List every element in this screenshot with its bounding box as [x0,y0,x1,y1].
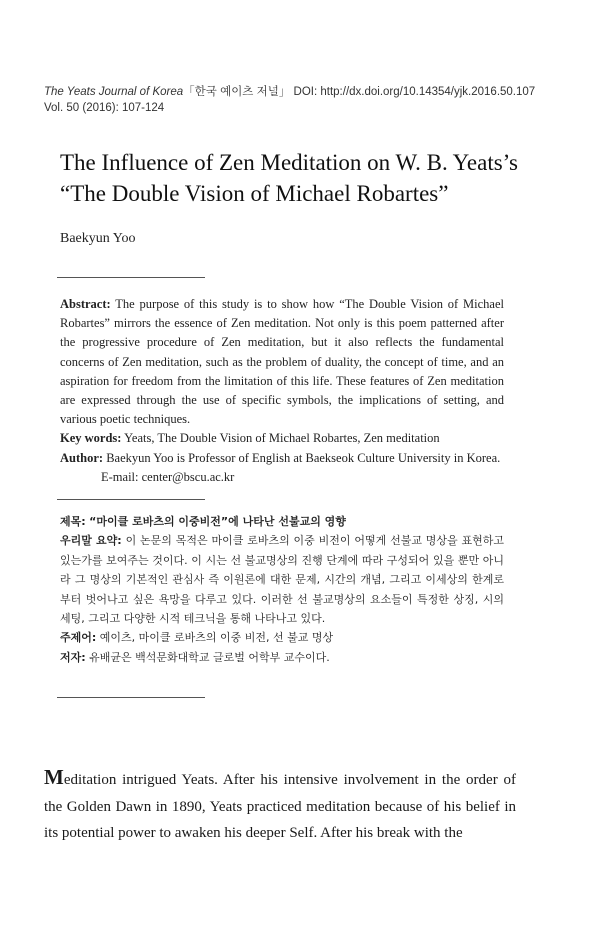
abstract-label: Abstract: [60,297,111,311]
volume-info: Vol. 50 (2016): 107-124 [44,102,165,114]
divider-middle [57,499,205,500]
article-title [60,147,560,209]
korean-abstract-label: 우리말 요약: [60,534,122,548]
keywords-text: Yeats, The Double Vision of Michael Robartes, Zen meditation [124,431,440,446]
journal-name: The Yeats Journal of Korea [44,86,184,98]
korean-title-label: 제목: [60,515,86,528]
abstract-paragraph [60,295,504,429]
author-info-line [60,449,504,468]
korean-author-line [60,648,504,667]
journal-korean-name: 「한국 예이츠 저널」 [183,86,291,98]
korean-abstract-section [60,512,504,667]
korean-title: “마이클 로바츠의 이중비전”에 나타난 선불교의 영향 [89,515,346,528]
abstract-section [60,295,504,487]
divider-bottom [57,697,205,698]
drop-cap: M [44,765,64,789]
title-line-1: The Influence of Zen Meditation on W. B. Yeats’s [60,150,519,175]
korean-title-line [60,512,504,531]
author-info-label: Author: [60,450,104,465]
korean-abstract-text: 이 논문의 목적은 마이클 로바츠의 이중 비전이 어떻게 선불교 명상을 표현하고 있는가를 보여주는 것이다. 이 시는 선 불교명상의 진행 단계에 따라 구성되어 있을 뿐만 아니라 그 명상의 기본적인 관심사 즉 이원론에 대한 문제, 시간의 개념, 그리고 이세상의 한계로부터 벗어나고 싶은 욕망을 다루고 있다. 이러한 선 불교명상의 요소들이 특정한 상징, 시의 세팅, 그리고 다양한 시적 테크닉을 통해 나타나고 있다. [60,534,505,626]
korean-keywords-label: 주제어: [60,631,97,645]
korean-author-text: 유배균은 백석문화대학교 글로벌 어학부 교수이다. [89,650,330,664]
author-info-text: Baekyun Yoo is Professor of English at Baekseok Culture University in Korea. [106,450,501,465]
body-paragraph-text: editation intrigued Yeats. After his intensive involvement in the order of the Golden Dawn in 1890, Yeats practiced meditation because of his belief in its potential power to awaken his deeper Self. After his break with the [44,772,516,841]
journal-citation-line [44,84,535,100]
korean-keywords-text: 예이츠, 마이클 로바츠의 이중 비전, 선 불교 명상 [99,631,334,645]
korean-keywords-line [60,628,504,647]
doi: DOI: http://dx.doi.org/10.14354/yjk.2016.50.107 [293,86,536,98]
keywords-line [60,429,504,448]
author-name: Baekyun Yoo [60,231,136,246]
journal-header [44,84,535,116]
divider-top [57,277,205,278]
body-paragraph [44,764,516,847]
body-text [44,764,516,847]
keywords-label: Key words: [60,431,122,446]
author-email: E-mail: center@bscu.ac.kr [101,469,235,484]
korean-abstract-paragraph [60,531,504,628]
korean-author-label: 저자: [60,650,86,664]
title-line-2: “The Double Vision of Michael Robartes” [60,181,449,206]
abstract-text: The purpose of this study is to show how “The Double Vision of Michael Robartes” mirrors the essence of Zen meditation. Not only is this poem patterned after the progressive procedure of Zen meditation, but it also reflects the fundamental concerns of Zen meditation, such as the problem of duality, the concept of time, and an aspiration for freedom from the limitation of this life. These features of Zen meditation are expressed through the use of specific symbols, the implications of setting, and various poetic techniques. [60,297,504,427]
